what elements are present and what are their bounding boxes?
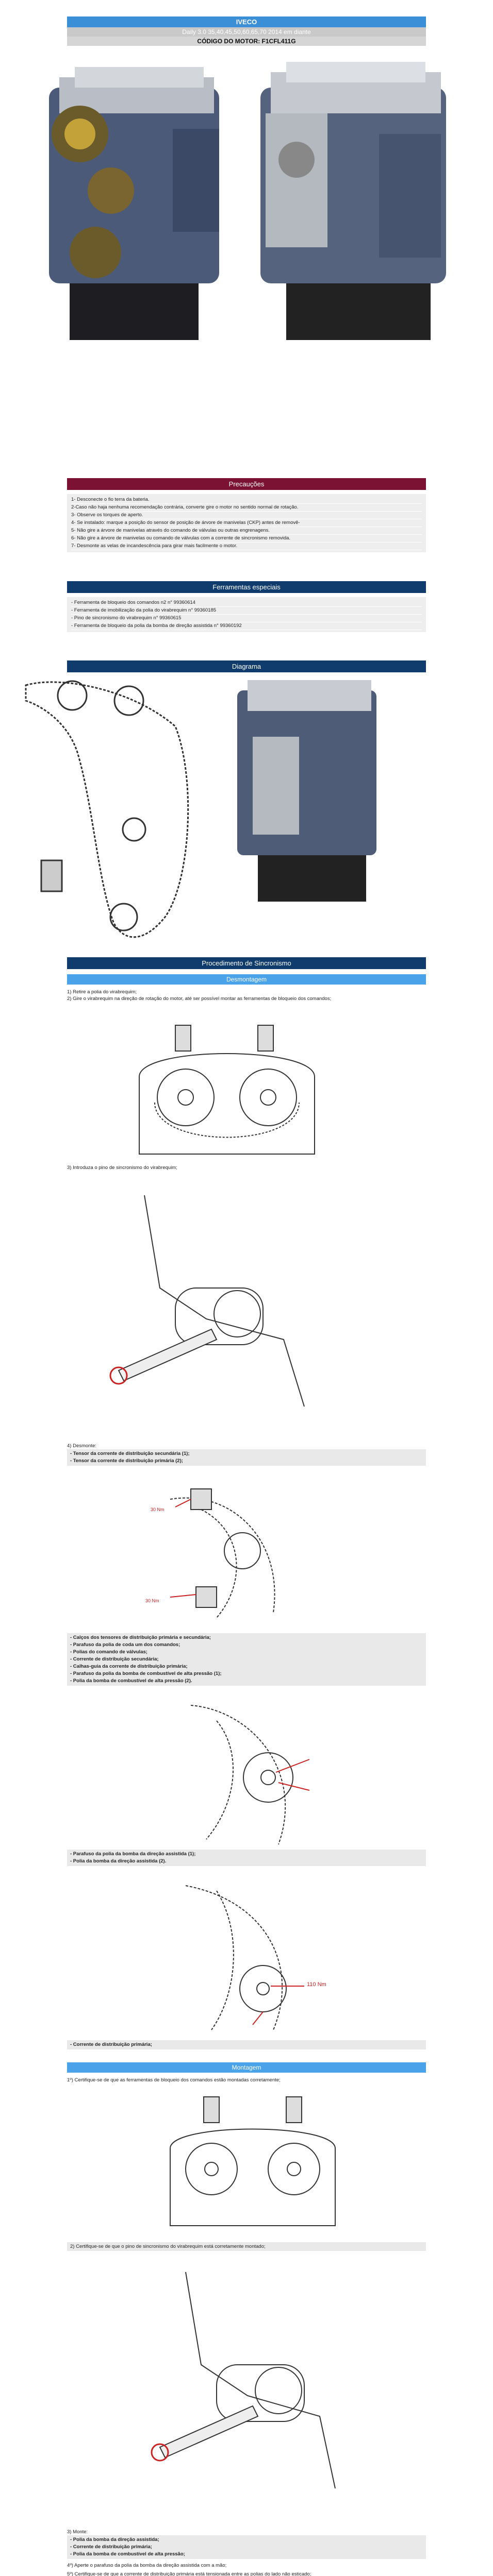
dismount-title: Desmontagem	[67, 974, 426, 985]
torque-label-2: 30 Nm	[145, 1598, 159, 1603]
list-item: - Corrente de distribuição secundária;	[70, 1656, 159, 1662]
list-item: 5- Não gire a árvore de manivelas através do comando de válvulas ou outras engrenagens.	[71, 527, 422, 535]
engine-code: CÓDIGO DO MOTOR: F1CFL411G	[67, 37, 426, 46]
step-text: 2) Gire o virabrequim na direção de rotação do motor, até ser possível montar as ferramentas de bloqueio dos comandos;	[67, 996, 332, 1002]
list-item: 3- Observe os torques de aperto.	[71, 512, 422, 519]
tools-section	[67, 581, 426, 632]
list-item: - Polias do comando de válvulas;	[70, 1649, 147, 1655]
list-item: 1- Desconecte o fio terra da bateria.	[71, 496, 422, 504]
list-item: - Parafuso da polia da bomba de combustível de alta pressão (1);	[70, 1671, 222, 1676]
step4	[67, 1443, 426, 1466]
mount-step2	[67, 2242, 426, 2251]
figure-cam-lock	[119, 1015, 335, 1159]
mount-step3-list	[67, 2535, 426, 2559]
diagram-images	[21, 675, 474, 953]
figure-hp-pump-pulley	[175, 1700, 340, 1850]
precautions-title: Precauções	[67, 478, 426, 490]
step-text: 3) Monte:	[67, 2529, 88, 2535]
figure-cam-lock-mount	[155, 2092, 351, 2231]
step-text: 3) Introduza o pino de sincronismo do virabrequim;	[67, 1165, 177, 1171]
list-item: 2-Caso não haja nenhuma recomendação contrária, converte gire o motor no sentido normal de rotação.	[71, 504, 422, 512]
list-item: - Ferramenta de bloqueio dos comandos n2 n° 99360614	[71, 599, 422, 607]
step-text: 5º) Certifique-se de que a corrente de distribuição primária está tensionada entre as polias do lado não esticado;	[67, 2571, 311, 2576]
engine-photo-right	[260, 62, 446, 340]
step-text: 4) Desmonte:	[67, 1443, 97, 1449]
list-item: - Calhas-guia da corrente de distribuição primária;	[70, 1664, 188, 1669]
step3	[67, 1164, 426, 1171]
list-item: - Tensor da corrente de distribuição primária (2);	[70, 1458, 183, 1464]
remove-list-section	[67, 1633, 426, 1686]
list-item: - Polia da bomba da direção assistida;	[70, 2537, 159, 2543]
tools-title: Ferramentas especiais	[67, 581, 426, 593]
step-text: 1) Retire a polia do virabrequim;	[67, 989, 137, 995]
torque-label-3: 110 Nm	[307, 1981, 326, 1988]
chain-primary-section	[67, 2040, 426, 2049]
precautions-section	[67, 478, 426, 552]
list-item: 4- Se instalado: marque a posição do sensor de posição de árvore de manivelas (CKP) antes de removê-	[71, 519, 422, 527]
list-item: - Parafuso da polia de coda um dos comandos;	[70, 1642, 180, 1648]
tools-list	[67, 597, 426, 632]
diagram-section	[67, 660, 426, 672]
figure-crank-pin	[88, 1185, 315, 1432]
procedure-section	[67, 957, 426, 1002]
remove-list	[67, 1633, 426, 1686]
mount-step3-section	[67, 2529, 426, 2576]
pump-list-section	[67, 1850, 426, 1866]
list-item: - Corrente de distribuição primária;	[70, 2544, 152, 2550]
list-item: - Ferramenta de bloqueio da polia da bomba de direção assistida n° 99360192	[71, 622, 422, 630]
list-item: - Ferramenta de imobilização da polia do virabrequim n° 99360185	[71, 607, 422, 615]
torque-label-1: 30 Nm	[151, 1507, 165, 1512]
list-item: - Corrente de distribuição primária;	[70, 2042, 152, 2047]
pump-list	[67, 1850, 426, 1866]
dismount-intro	[67, 989, 426, 1002]
mount-title: Montagem	[67, 2062, 426, 2073]
list-item: - Tensor da corrente de distribuição secundária (1);	[70, 1451, 190, 1456]
figure-tensioners	[139, 1479, 304, 1628]
engine-photo-left	[49, 67, 219, 340]
header	[67, 16, 426, 46]
list-item: - Polia da bomba de combustível de alta pressão (2).	[70, 1678, 192, 1684]
step4-list	[67, 1449, 426, 1466]
list-item: 7- Desmonte as velas de incandescência para girar mais facilmente o motor.	[71, 543, 422, 550]
chain-primary-list	[67, 2040, 426, 2049]
model-title: Daily 3.0 35,40,45,50,60,65,70 2014 em diante	[67, 27, 426, 37]
engine-photos	[18, 57, 477, 376]
list-item: 6- Não gire a árvore de manivelas ou comando de válvulas com a corrente de sincronismo removida.	[71, 535, 422, 543]
precautions-list	[67, 494, 426, 552]
list-item: - Pino de sincronismo do virabrequim n° 99360615	[71, 615, 422, 622]
diagram-title: Diagrama	[67, 660, 426, 672]
list-item: - Calços dos tensores de distribuição primária e secundária;	[70, 1635, 211, 1640]
mount-section	[67, 2062, 426, 2083]
step-text: 2) Certifique-se de que o pino de sincronismo do virabrequim está corretamente montado;	[67, 2242, 426, 2251]
list-item: - Polia da bomba da direção assistida (2).	[70, 1858, 167, 1864]
figure-steering-pump-pulley	[165, 1880, 351, 2035]
brand-title: IVECO	[67, 16, 426, 27]
list-item: - Parafuso da polia da bomba da direção assistida (1);	[70, 1851, 196, 1857]
engine-photo-diagram	[237, 680, 376, 902]
step-text: 4º) Aperte o parafuso da polia da bomba da direção assistida com a mão;	[67, 2563, 227, 2568]
step-text: 1º) Certifique-se de que as ferramentas de bloqueio dos comandos estão montadas corretamente;	[67, 2077, 281, 2083]
procedure-title: Procedimento de Sincronismo	[67, 957, 426, 969]
list-item: - Polia da bomba de combustível de alta pressão;	[70, 2551, 185, 2557]
timing-chain-diagram	[26, 681, 188, 937]
figure-crank-pin-mount	[129, 2267, 346, 2509]
